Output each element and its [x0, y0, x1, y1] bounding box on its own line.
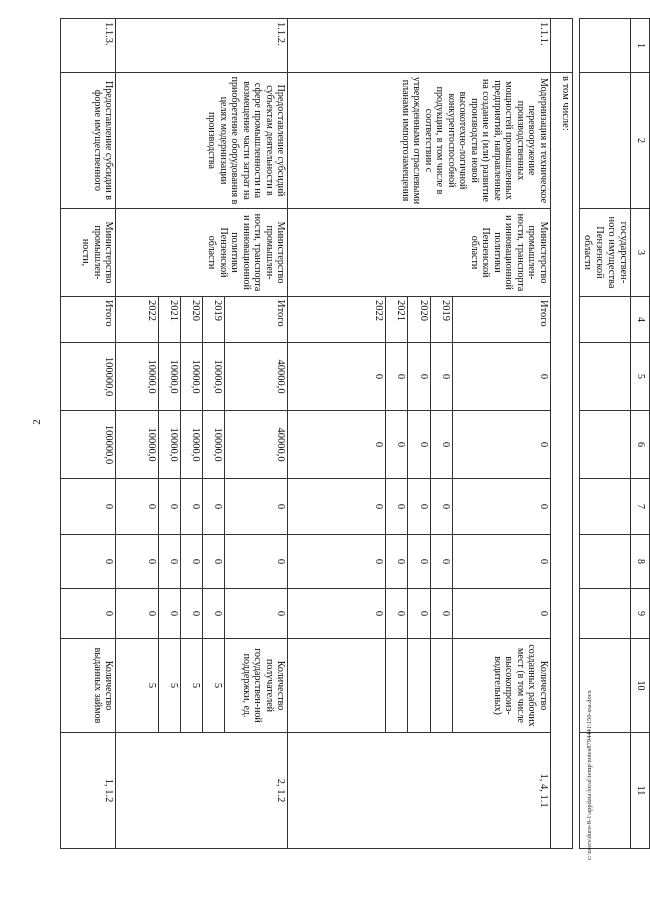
value-cell: 0	[452, 479, 550, 535]
col-number: 5	[631, 343, 650, 411]
year-cell: 2021	[386, 297, 408, 343]
value-cell: 0	[116, 535, 159, 589]
value-cell: 0	[452, 343, 550, 411]
row-number: 1.1.2.	[116, 19, 288, 73]
value-cell: 0	[430, 535, 452, 589]
continuation-executor: государствен-ного имущества Пензенской области	[579, 209, 630, 297]
value-cell	[386, 639, 408, 733]
activity-name: Предоставление субсидий субъектам деятельности в сфере промышленности на возмещение части затрат на приобретение оборудования в целях модернизации производства	[116, 73, 288, 209]
rotated-table-container	[60, 18, 650, 848]
value-cell: 0	[225, 589, 288, 639]
value-cell: 0	[159, 535, 181, 589]
value-cell: 100000,0	[61, 343, 116, 411]
value-cell: 100000,0	[61, 411, 116, 479]
value-cell: 0	[61, 535, 116, 589]
value-cell: 5	[181, 639, 203, 733]
indicator: Количество выданных займов	[61, 639, 116, 733]
table-row	[225, 19, 288, 849]
value-cell: 0	[386, 343, 408, 411]
year-cell: Итого	[225, 297, 288, 343]
value-cell: 0	[408, 343, 430, 411]
value-cell: 0	[430, 343, 452, 411]
value-cell	[408, 639, 430, 733]
column-number-row	[631, 19, 650, 849]
executor: Министерство промышлен-ности, транспорта и инновационной политики Пензенской области	[288, 209, 550, 297]
executor: Министерство промышлен-ности, транспорта и инновационной политики Пензенской области	[116, 209, 288, 297]
value-cell: 0	[430, 479, 452, 535]
file-path-footer: c:\users\duro-8-1\appdata\local\temp\notes8794441\150-ssa.docx	[586, 690, 593, 860]
table-row	[452, 19, 550, 849]
value-cell: 10000,0	[203, 343, 225, 411]
activity-name: Модернизация и техническое перевооружение производственных мощностей промышленных предприятий, направленные на создание и (или) развитие производства новой высокотехно-логичной конкурентоспособной продукции, в том числе в соответствии с утвержденными отраслевыми планами импортозамещения	[288, 73, 550, 209]
value-cell: 0	[61, 589, 116, 639]
value-cell: 10000,0	[159, 411, 181, 479]
col-number: 1	[631, 19, 650, 73]
value-cell: 0	[408, 479, 430, 535]
indicator: Количество созданных рабочих мест (в том числе высокопроиз-водительных)	[452, 639, 550, 733]
table-row	[61, 19, 116, 849]
link-cell: 1, 1.2	[61, 733, 116, 849]
col-number: 2	[631, 73, 650, 209]
year-cell: 2022	[288, 297, 386, 343]
year-cell: 2021	[159, 297, 181, 343]
value-cell: 0	[386, 589, 408, 639]
value-cell: 0	[159, 589, 181, 639]
section-label-row	[550, 19, 572, 849]
value-cell: 0	[288, 589, 386, 639]
value-cell: 0	[408, 589, 430, 639]
value-cell: 0	[181, 479, 203, 535]
program-table	[60, 18, 650, 849]
executor: Министерство промышлен-ности,	[61, 209, 116, 297]
value-cell: 0	[408, 411, 430, 479]
value-cell: 5	[203, 639, 225, 733]
row-number: 1.1.3.	[61, 19, 116, 73]
value-cell: 10000,0	[181, 411, 203, 479]
value-cell: 0	[116, 479, 159, 535]
row-number: 1.1.1.	[288, 19, 550, 73]
year-cell: 2019	[203, 297, 225, 343]
activity-name: Предоставление субсидии в форме имущественного	[61, 73, 116, 209]
value-cell: 0	[430, 411, 452, 479]
value-cell: 10000,0	[116, 343, 159, 411]
year-cell: 2022	[116, 297, 159, 343]
value-cell: 0	[288, 343, 386, 411]
col-number: 7	[631, 479, 650, 535]
value-cell: 5	[159, 639, 181, 733]
indicator: Количество получателей государствен-ной поддержки, ед.	[225, 639, 288, 733]
value-cell: 0	[181, 589, 203, 639]
year-cell: Итого	[452, 297, 550, 343]
year-cell: 2020	[408, 297, 430, 343]
value-cell: 0	[408, 535, 430, 589]
col-number: 6	[631, 411, 650, 479]
col-number: 4	[631, 297, 650, 343]
value-cell: 0	[203, 479, 225, 535]
col-number: 11	[631, 733, 650, 849]
value-cell: 0	[116, 589, 159, 639]
value-cell: 0	[288, 411, 386, 479]
value-cell	[288, 639, 386, 733]
year-cell: Итого	[61, 297, 116, 343]
value-cell: 0	[386, 535, 408, 589]
link-cell: 1, 4, 1.1	[288, 733, 550, 849]
col-number: 10	[631, 639, 650, 733]
value-cell: 0	[203, 535, 225, 589]
value-cell: 0	[181, 535, 203, 589]
value-cell: 5	[116, 639, 159, 733]
value-cell: 0	[288, 479, 386, 535]
value-cell: 0	[430, 589, 452, 639]
value-cell: 0	[225, 479, 288, 535]
value-cell: 0	[159, 479, 181, 535]
value-cell: 10000,0	[181, 343, 203, 411]
value-cell: 40000,0	[225, 343, 288, 411]
value-cell: 0	[452, 589, 550, 639]
value-cell: 10000,0	[203, 411, 225, 479]
value-cell: 0	[452, 411, 550, 479]
col-number: 8	[631, 535, 650, 589]
year-cell: 2019	[430, 297, 452, 343]
col-number: 9	[631, 589, 650, 639]
value-cell: 40000,0	[225, 411, 288, 479]
value-cell: 0	[225, 535, 288, 589]
value-cell: 0	[288, 535, 386, 589]
value-cell: 10000,0	[159, 343, 181, 411]
value-cell: 0	[386, 479, 408, 535]
value-cell	[430, 639, 452, 733]
col-number: 3	[631, 209, 650, 297]
link-cell: 2, 1.2	[116, 733, 288, 849]
page-number: 2	[30, 419, 43, 425]
value-cell: 0	[386, 411, 408, 479]
value-cell: 10000,0	[116, 411, 159, 479]
value-cell: 0	[61, 479, 116, 535]
section-label: в том числе:	[550, 73, 572, 849]
year-cell: 2020	[181, 297, 203, 343]
value-cell: 0	[203, 589, 225, 639]
value-cell: 0	[452, 535, 550, 589]
